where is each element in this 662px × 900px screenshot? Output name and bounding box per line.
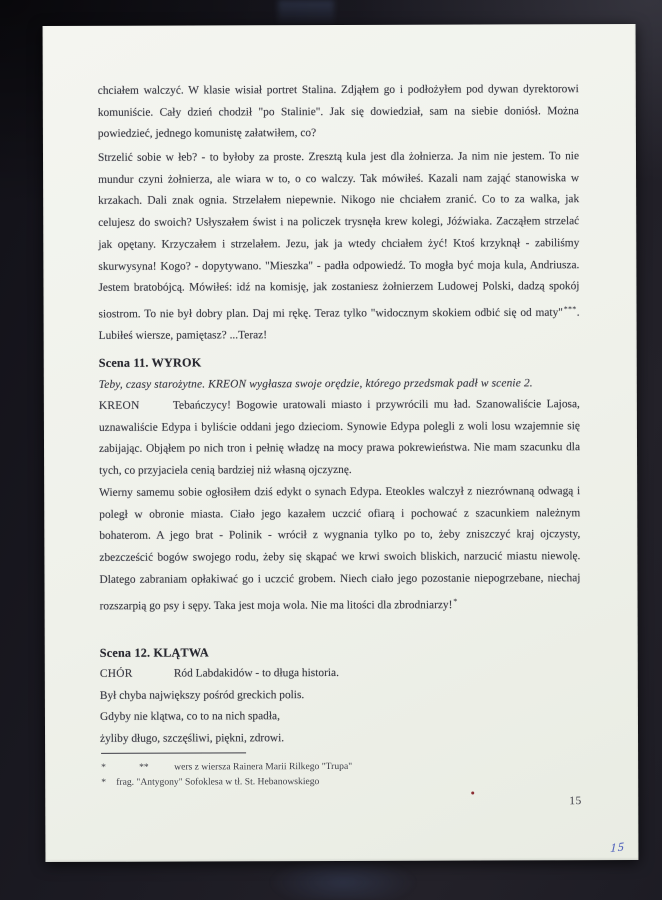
footnote-2 (101, 773, 531, 790)
paragraph-monologue-2 (98, 146, 580, 348)
footnote-text: wers z wiersza Rainera Marii Rilkego "Trupa" (174, 760, 353, 773)
page-sheet (43, 24, 639, 862)
paragraph-text: . Lubiłeś wiersze, pamiętasz? ...Teraz! (98, 306, 580, 342)
speaker-label-chor: CHÓR (99, 667, 133, 680)
stage-direction: Teby, czasy starożytne. KREON wygłasza swoje orędzie, którego przedsmak padł w scenie 2. (98, 377, 533, 391)
dialogue-text: Ród Labdakidów - to długa historia. (173, 667, 339, 680)
footnote-reference-asterisk: * (453, 596, 458, 606)
speaker-label-kreon: KREON (98, 399, 140, 412)
footnote-divider (101, 752, 246, 754)
footnote-marker: * (101, 761, 106, 773)
paragraph-monologue-1 (98, 79, 579, 146)
kreon-speech-1 (99, 394, 580, 482)
scene-11-heading: Scena 11. WYROK (98, 355, 202, 370)
footnote-text: frag. "Antygony" Sofoklesa w tł. St. Hebanowskiego (116, 776, 320, 788)
red-ink-speck (471, 792, 474, 795)
verse-line: Był chyba największy pośród greckich polis. (99, 688, 305, 702)
paragraph-text: chciałem walczyć. W klasie wisiał portret Stalina. Zdjąłem go i podłożyłem pod dywan dyrektorowi komuniście. Cały dzień chodził "po Stalinie". Jak się dowiedział, sam na siebie doniósł. Można powiedzieć, jednego komunistę załatwiłem, co? (97, 83, 579, 141)
kreon-speech-2 (99, 481, 580, 617)
footnote-1 (101, 758, 531, 775)
footnote-marker: * (101, 776, 106, 788)
footnote-marker: ** (139, 761, 149, 773)
verse-line: żyliby długo, szczęśliwi, piękni, zdrowi. (100, 732, 285, 745)
scene-12-heading: Scena 12. KLĄTWA (99, 645, 209, 660)
dialogue-text: Tebańczycy! Bogowie uratowali miasto i przywrócili mu ład. Szanowaliście Lajosa, uznawaliście Edypa i byliście oddani jego dzieciom. Synowie Edypa polegli z woli losu wzajemnie się zabijając. Objąłem po nich tron i pełnię władzę na mocy prawa pokrewieństwa. Nie mam szacunku dla tych, co przyjaciela cenią bardziej niż własną ojczyznę. (98, 398, 581, 477)
handwritten-page-number: 15 (610, 838, 626, 856)
dialogue-text: Wierny samemu sobie ogłosiłem dziś edykt o synach Edypa. Eteokles walczył z niezrównaną odwagą i poległ w obronie miasta. Ciało jego kazałem uczcić ofiarą i pochować z szacunkiem należnym bohaterom. A jego brat - Polinik - wrócił z wygnania tylko po to, żeby zniszczyć kraj ojczysty, zbezcześcić bogów swojego rodu, żeby się skąpać we krwi swoich bliskich, narzucić miastu niewolę. Dlatego zabraniam opłakiwać go i uczcić grobem. Niech ciało jego pozostanie niepogrzebane, niechaj rozszarpią go psy i sępy. Taka jest moja wola. Nie ma litości dla zbrodniarzy! (99, 485, 581, 612)
scan-light-streak-bottom (268, 856, 418, 900)
verse-line: Gdyby nie klątwa, co to na nich spadła, (99, 710, 280, 724)
paragraph-text: Strzelić sobie w łeb? - to byłoby za proste. Zresztą kula jest dla żołnierza. Ja nim nie jestem. To nie mundur czyni żołnierza, ale wiara w to, o co walczy. Tak mówiłeś. Kazali nam zająć stanowiska w krzakach. Dali znak ognia. Strzelałem niepewnie. Nikogo nie chciałem zranić. Co to za walka, jak celujesz do swoich? Usłyszałem świst i na policzek trysnęła krew kolegi, Jóźwiaka. Zacząłem strzelać jak opętany. Krzyczałem i strzelałem. Jezu, jak ja wtedy chciałem żyć! Ktoś krzyknął - zabiliśmy skurwysyna! Kogo? - dopytywano. "Mieszka" - padła odpowiedź. To mogła być moja kula, Andriusza. Jestem bratobójcą. Mówiłeś: idź na komisję, jak zostaniesz żołnierzem Ludowej Polski, dadzą spokój siostrom. To nie był dobry plan. Daj mi rękę. Teraz tylko "widocznym skokiem odbić się od maty" (97, 150, 580, 321)
verse-line (100, 662, 581, 685)
page-number: 15 (569, 795, 582, 808)
chorus-speech (100, 662, 581, 750)
footnote-reference-triple-asterisk: *** (563, 304, 577, 314)
